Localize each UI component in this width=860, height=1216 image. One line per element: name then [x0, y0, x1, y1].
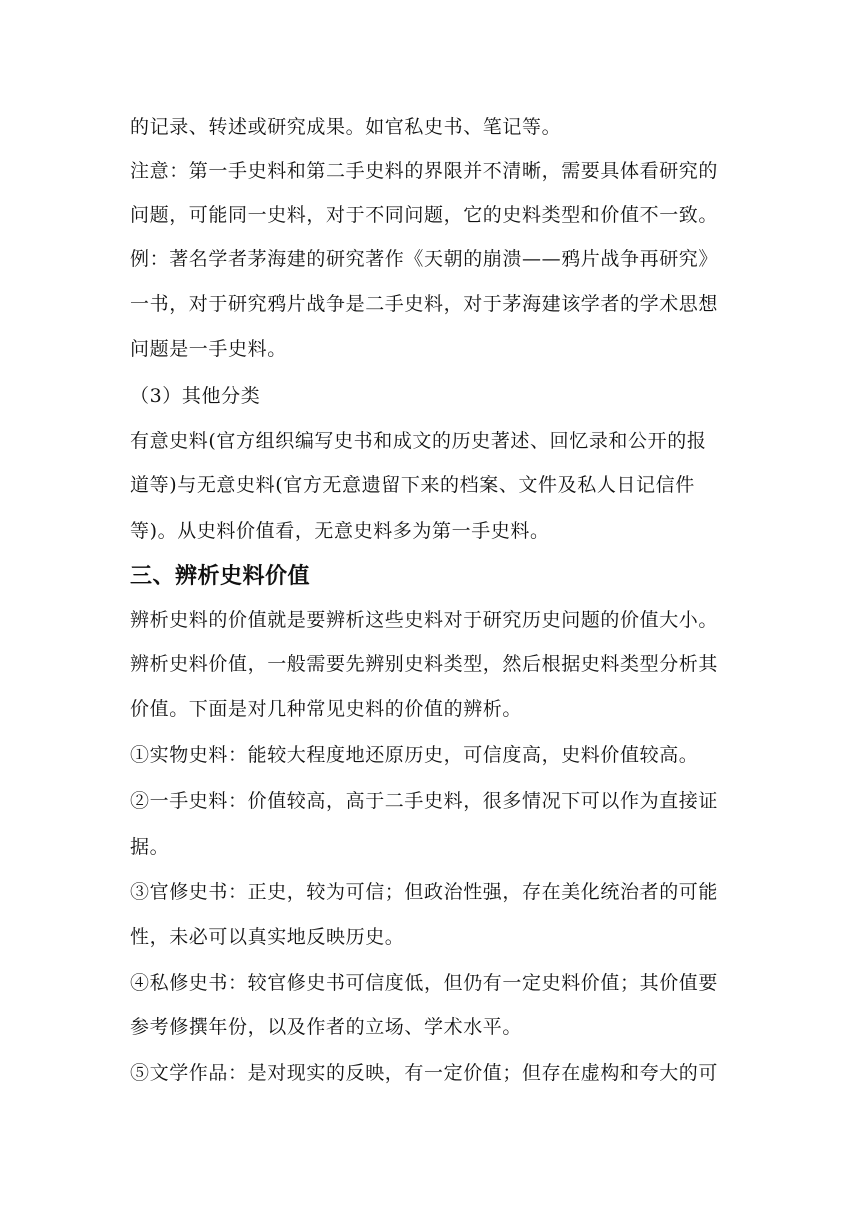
- list-item: ③官修史书：正史，较为可信；但政治性强，存在美化统治者的可能: [130, 881, 719, 903]
- text-line: 参考修撰年份，以及作者的立场、学术水平。: [130, 1016, 523, 1038]
- text-line: 等)。从史料价值看，无意史料多为第一手史料。: [130, 520, 550, 542]
- text-line: 价值。下面是对几种常见史料的价值的辨析。: [130, 698, 523, 720]
- text-line: 的记录、转述或研究成果。如官私史书、笔记等。: [130, 116, 562, 138]
- text-line: 一书，对于研究鸦片战争是二手史料，对于茅海建该学者的学术思想: [130, 293, 719, 315]
- list-item: ⑤文学作品：是对现实的反映，有一定价值；但存在虚构和夸大的可: [130, 1062, 719, 1084]
- list-item: ②一手史料：价值较高，高于二手史料，很多情况下可以作为直接证: [130, 790, 719, 812]
- text-line: 例：著名学者茅海建的研究著作《天朝的崩溃——鸦片战争再研究》: [130, 248, 719, 270]
- text-line: 道等)与无意史料(官方无意遗留下来的档案、文件及私人日记信件: [130, 474, 695, 496]
- text-line: 辨析史料价值，一般需要先辨别史料类型，然后根据史料类型分析其: [130, 653, 719, 675]
- text-line: 注意：第一手史料和第二手史料的界限并不清晰，需要具体看研究的: [130, 160, 719, 182]
- text-line: 问题，可能同一史料，对于不同问题，它的史料类型和价值不一致。: [130, 204, 719, 226]
- section-heading: 三、辨析史料价值: [130, 564, 311, 589]
- text-line: 辨析史料的价值就是要辨析这些史料对于研究历史问题的价值大小。: [130, 609, 719, 631]
- text-line: 问题是一手史料。: [130, 338, 287, 360]
- list-item: ④私修史书：较官修史书可信度低，但仍有一定史料价值；其价值要: [130, 972, 719, 994]
- subsection-title: （3）其他分类: [130, 385, 261, 407]
- text-line: 性，未必可以真实地反映历史。: [130, 926, 405, 948]
- list-item: ①实物史料：能较大程度地还原历史，可信度高，史料价值较高。: [130, 744, 699, 766]
- text-line: 有意史料(官方组织编写史书和成文的历史著述、回忆录和公开的报: [130, 430, 707, 452]
- text-line: 据。: [130, 836, 170, 858]
